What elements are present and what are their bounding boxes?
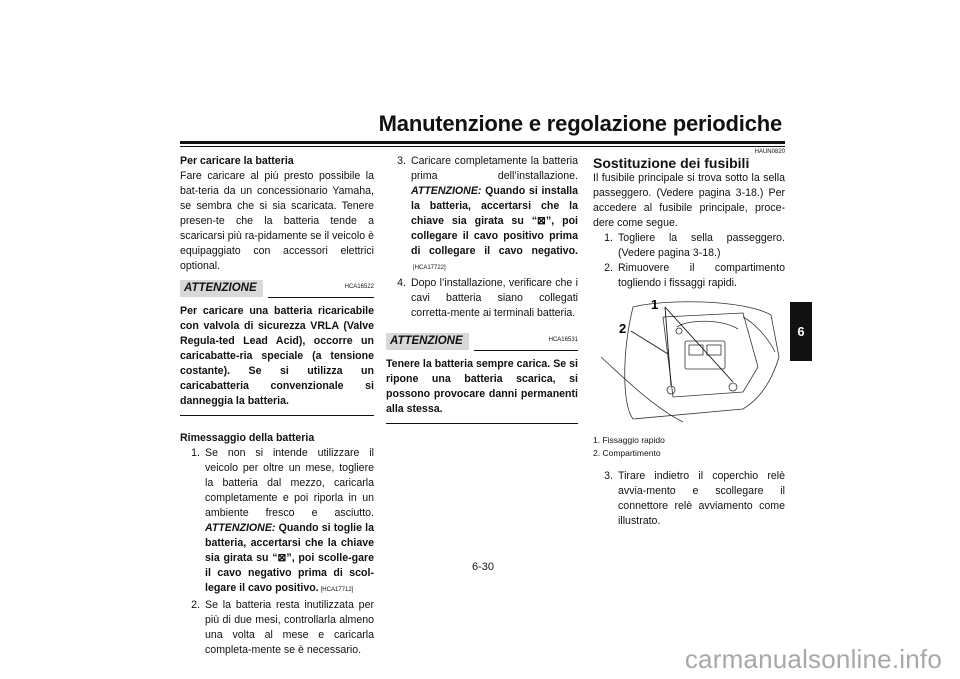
- attention-code: HCA16522: [344, 284, 374, 290]
- list-item: [386, 276, 578, 321]
- list-item: [180, 598, 374, 658]
- list-number: 1.: [604, 232, 613, 244]
- attention-label: ATTENZIONE: [180, 280, 263, 297]
- list-plain-text: Se non si intende utilizzare il veicolo per oltre un mese, togliere la batteria dal mezzo, caricarla completamente e poi riporla in un ambiente fresco e asciutto.: [205, 447, 374, 519]
- column-middle: [386, 154, 578, 424]
- fuse-compartment-figure: [593, 297, 785, 434]
- inline-code: [HCA17712]: [320, 587, 354, 593]
- list-text: Dopo l’installazione, verificare che i cavi batteria siano collegati corretta-mente ai terminali batteria.: [411, 277, 578, 319]
- list-text: Tirare indietro il coperchio relè avvia-mento e scollegare il connettore relè avviamento come illustrato.: [618, 470, 785, 527]
- page-title: Manutenzione e regolazione periodiche: [378, 111, 782, 136]
- attention-end-rule: [386, 423, 578, 424]
- list-number: 1.: [191, 447, 200, 459]
- chapter-tab[interactable]: 6: [790, 302, 812, 361]
- watermark: carmanualsonline.info: [684, 644, 942, 674]
- attention-end-rule: [180, 415, 374, 416]
- list-text: Se la batteria resta inutilizzata per più di due mesi, controllarla almeno una volta al mese e caricarla completa-mente se è necessario.: [205, 599, 374, 656]
- header-rule: [180, 141, 785, 144]
- attention-rule: [268, 297, 374, 298]
- attention-label: ATTENZIONE: [386, 333, 469, 350]
- attention-inline-text: Quando si toglie la batteria, accertarsi che la chiave sia girata su “⊠”, poi scolle-gare il cavo negativo prima di scol-legare il cavo positivo.: [205, 522, 375, 594]
- paragraph: Il fusibile principale si trova sotto la sella passeggero. (Vedere pagina 3-18.) Per accedere al fusibile principale, proce-dere come segue.: [593, 172, 785, 229]
- list-item: [593, 261, 785, 291]
- figure-drawing: [593, 297, 785, 434]
- section-heading: Per caricare la batteria: [180, 155, 294, 167]
- list-plain-text: Caricare completamente la batteria prima dell’installazione.: [411, 155, 578, 182]
- attention-code: HCA16531: [548, 337, 578, 343]
- list-number: 2.: [191, 599, 200, 611]
- list-text: [205, 446, 374, 598]
- attention-inline: ATTENZIONE:: [205, 522, 276, 534]
- inline-code: [HCA17722]: [413, 265, 446, 271]
- figure-caption: 1. Fissaggio rapido: [593, 435, 665, 445]
- section-header: [593, 149, 785, 171]
- page-number: 6-30: [472, 561, 495, 573]
- callout-label-1: 1: [651, 297, 659, 312]
- section-heading-2: Rimessaggio della batteria: [180, 432, 315, 444]
- callout-label-2: 2: [619, 321, 627, 336]
- attention-text: Per caricare una batteria ricaricabile con valvola di sicurezza VRLA (Valve Regula-ted Lead Acid), occorre un caricabatte-ria speciale (a tensione costante). Se si utilizza un caricabatteria convenzionale si danneggia la batteria.: [180, 305, 374, 407]
- attention-header: [180, 280, 374, 300]
- list-item: [593, 469, 785, 529]
- section-code: HAUN0820: [754, 149, 785, 155]
- list-number: 3.: [604, 470, 613, 482]
- attention-inline-text: Quando si installa la batteria, accertarsi che la chiave sia girata su “⊠”, poi collegare il cavo positivo prima di collegare il cavo negativo.: [411, 185, 578, 257]
- column-left: [180, 154, 374, 658]
- list-number: 4.: [397, 277, 406, 289]
- list-item: [593, 231, 785, 261]
- column-right: [593, 149, 785, 529]
- list-text: [411, 154, 578, 276]
- attention-inline: ATTENZIONE:: [411, 185, 482, 197]
- section-title: Sostituzione dei fusibili: [593, 155, 750, 171]
- list-item: [180, 446, 374, 598]
- paragraph: Fare caricare al più presto possibile la bat-teria da un concessionario Yamaha, se sembra che si sia scaricata. Tenere presen-te che la batteria tende a scaricarsi più ra-pidamente se il veicolo è equipaggiato con accessori elettrici optional.: [180, 170, 374, 272]
- figure-caption: 2. Compartimento: [593, 448, 661, 458]
- list-number: 2.: [604, 262, 613, 274]
- list-number: 3.: [397, 155, 406, 167]
- attention-text: Tenere la batteria sempre carica. Se si ripone una batteria scarica, si possono provocare danni permanenti alla stessa.: [386, 358, 578, 415]
- list-item: [386, 154, 578, 276]
- list-text: Togliere la sella passeggero. (Vedere pagina 3-18.): [618, 232, 785, 259]
- attention-rule: [474, 350, 578, 351]
- attention-header: [386, 333, 578, 353]
- header-rule-thin: [180, 146, 785, 147]
- list-text: Rimuovere il compartimento togliendo i fissaggi rapidi.: [618, 262, 785, 289]
